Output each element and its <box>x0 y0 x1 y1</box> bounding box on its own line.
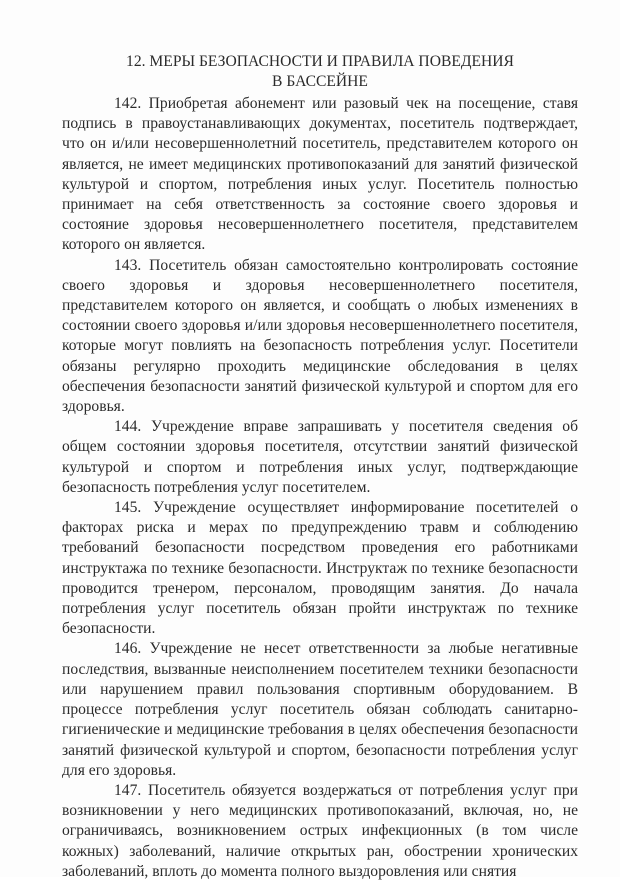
paragraph-146: 146. Учреждение не несет ответственности за любые негативные последствия, вызванные неисполнением посетителем техники безопасности или нарушением правил пользования спортивным оборудованием. В процессе потребления услуг посетитель обязан соблюдать санитарно-гигиенические и медицинские требования в целях обеспечения безопасности занятий физической культурой и спортом, безопасности потребления услуг для его здоровья. <box>62 640 578 779</box>
section-title-line-2: В БАССЕЙНЕ <box>272 73 368 90</box>
paragraph-144: 144. Учреждение вправе запрашивать у посетителя сведения об общем состоянии здоровья посетителя, отсутствии занятий физической культурой и спортом и потребления иных услуг, подтверждающие безопасность потребления услуг посетителем. <box>62 418 578 496</box>
paragraph-142: 142. Приобретая абонемент или разовый чек на посещение, ставя подпись в правоустанавливающих документах, посетитель подтверждает, что он и/или несовершеннолетний посетитель, представителем которого он является, не имеет медицинских противопоказаний для занятий физической культурой и спортом, потребления иных услуг. Посетитель полностью принимает на себя ответственность за состояние своего здоровья и состояние здоровья несовершеннолетнего посетителя, представителем которого он является. <box>62 95 578 254</box>
paragraph-143: 143. Посетитель обязан самостоятельно контролировать состояние своего здоровья и здоровья несовершеннолетнего посетителя, представителем которого он является, и сообщать о любых изменениях в состоянии своего здоровья и/или здоровья несовершеннолетнего посетителя, которые могут повлиять на безопасность потребления услуг. Посетители обязаны регулярно проходить медицинские обследования в целях обеспечения безопасности занятий физической культурой и спортом для его здоровья. <box>62 256 578 416</box>
document-body <box>62 52 578 882</box>
section-title <box>62 52 578 92</box>
section-title-line-1: 12. МЕРЫ БЕЗОПАСНОСТИ И ПРАВИЛА ПОВЕДЕНИЯ <box>126 53 514 70</box>
paragraph-147: 147. Посетитель обязуется воздержаться от потребления услуг при возникновении у него медицинских противопоказаний, включая, но, не ограничиваясь, возникновением острых инфекционных (в том числе кожных) заболеваний, наличие открытых ран, обострении хронических заболеваний, вплоть до момента полного выздоровления или снятия <box>62 781 578 880</box>
paragraph-145: 145. Учреждение осуществляет информирование посетителей о факторах риска и мерах по предупреждению травм и соблюдению требований безопасности посредством проведения его работниками инструктажа по технике безопасности. Инструктаж по технике безопасности проводится тренером, персоналом, проводящим занятия. До начала потребления услуг посетитель обязан пройти инструктаж по технике безопасности. <box>62 499 578 638</box>
